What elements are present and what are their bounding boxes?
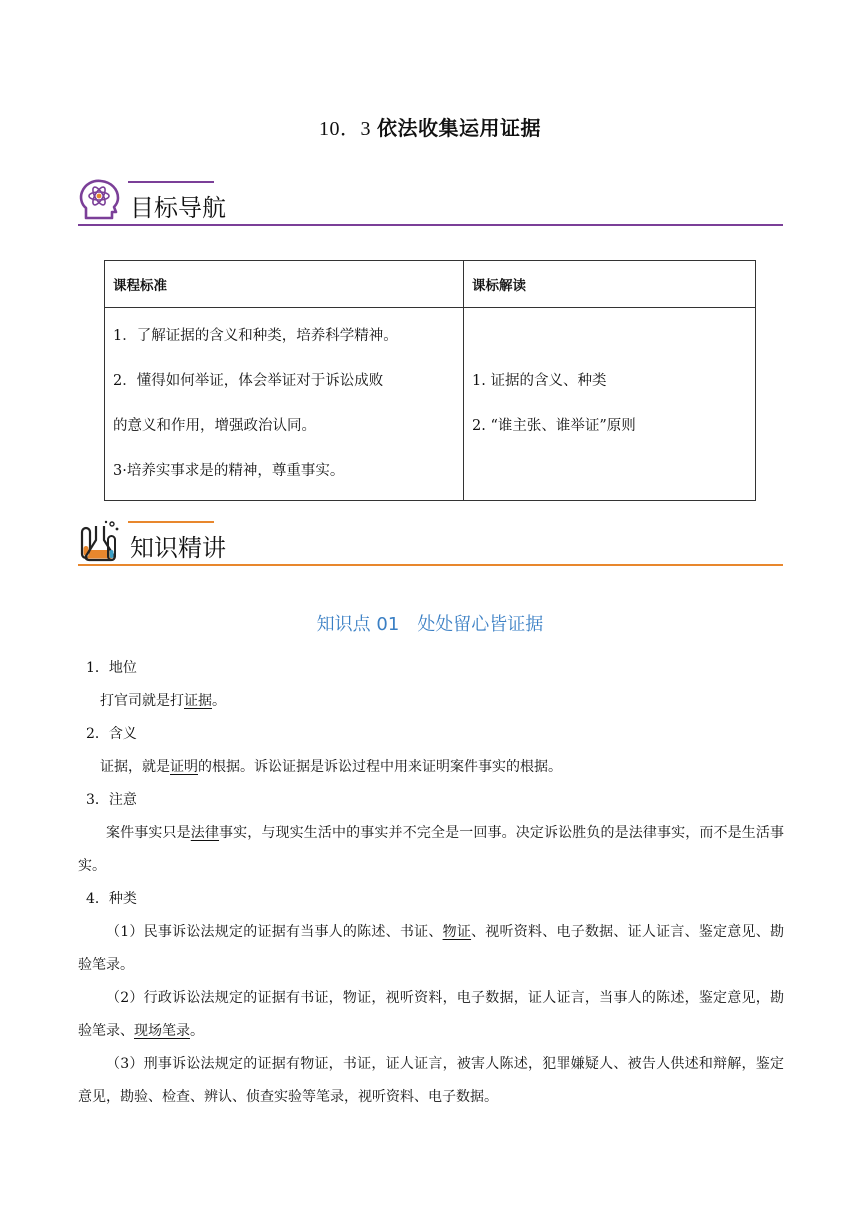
item-paragraph	[78, 817, 784, 883]
underlined-term: 物证	[442, 924, 472, 940]
section-knowledge-label: 知识精讲	[130, 534, 226, 562]
standard-item: 1．了解证据的含义和种类，培养科学精神。	[113, 328, 398, 344]
text-span: 。	[212, 693, 226, 709]
table-row	[105, 308, 756, 501]
title-text: 依法收集运用证据	[377, 116, 541, 140]
standard-item: 2．懂得如何举证，体会举证对于诉讼成败	[113, 373, 384, 389]
lab-flask-icon	[78, 518, 122, 562]
section-goal-header	[78, 178, 783, 228]
title-number: 10．3	[319, 118, 371, 140]
standards-table	[104, 260, 756, 501]
text-span: （2）行政诉讼法规定的证据有书证，物证，视听资料，电子数据，证人证言，当事人的陈述，鉴定意见，勘验笔录、	[78, 990, 784, 1039]
text-span: 、视听资料、电子数据、证人证言、鉴定意见、勘验笔录。	[78, 924, 785, 973]
text-span: 。	[190, 1023, 204, 1039]
section-accent-line	[128, 181, 214, 183]
interpretation-cell	[464, 308, 756, 501]
table-header-row	[105, 261, 756, 308]
item-paragraph: （3）刑事诉讼法规定的证据有物证，书证，证人证言，被害人陈述，犯罪嫌疑人、被告人供述和辩解，鉴定意见，勘验、检查、辨认、侦查实验等笔录，视听资料、电子数据。	[78, 1056, 784, 1105]
col-header-interpretation: 课标解读	[464, 261, 756, 308]
item-heading: 3．注意	[86, 792, 137, 808]
item-paragraph	[78, 685, 784, 718]
document-title	[0, 112, 860, 141]
text-span: 案件事实只是	[106, 825, 191, 841]
section-accent-line	[128, 521, 214, 523]
underlined-term: 现场笔录	[134, 1023, 190, 1039]
standard-item: 3·培养实事求是的精神，尊重事实。	[113, 463, 345, 479]
item-paragraph	[78, 982, 784, 1048]
item-heading: 4．种类	[86, 891, 137, 907]
section-divider	[78, 224, 783, 226]
text-span: 的根据。诉讼证据是诉讼过程中用来证明案件事实的根据。	[198, 759, 562, 775]
item-heading: 1．地位	[86, 660, 137, 676]
knowledge-point-code: 知识点 01	[316, 614, 400, 635]
underlined-term: 证明	[170, 759, 198, 775]
underlined-term: 证据	[184, 693, 212, 709]
standards-cell	[105, 308, 464, 501]
section-knowledge-header	[78, 518, 783, 568]
knowledge-point-title	[0, 610, 860, 636]
standard-item: 的意义和作用，增强政治认同。	[113, 418, 316, 434]
knowledge-content	[78, 652, 784, 1114]
item-paragraph	[78, 751, 784, 784]
text-span: （1）民事诉讼法规定的证据有当事人的陈述、书证、	[106, 924, 443, 940]
knowledge-point-name: 处处留心皆证据	[417, 614, 544, 635]
underlined-term: 法律	[190, 825, 220, 841]
item-paragraph	[78, 916, 784, 982]
section-divider	[78, 564, 783, 566]
text-span: 事实，与现实生活中的事实并不完全是一回事。决定诉讼胜负的是法律事实，而不是生活事实。	[78, 825, 785, 874]
interpretation-item: 2. “谁主张、谁举证”原则	[472, 418, 636, 434]
brain-atom-icon	[78, 178, 122, 222]
col-header-standards: 课程标准	[105, 261, 464, 308]
interpretation-item: 1. 证据的含义、种类	[472, 373, 607, 389]
section-goal-label: 目标导航	[130, 194, 226, 222]
text-span: 打官司就是打	[100, 693, 184, 709]
text-span: 证据，就是	[100, 759, 170, 775]
item-heading: 2．含义	[86, 726, 137, 742]
